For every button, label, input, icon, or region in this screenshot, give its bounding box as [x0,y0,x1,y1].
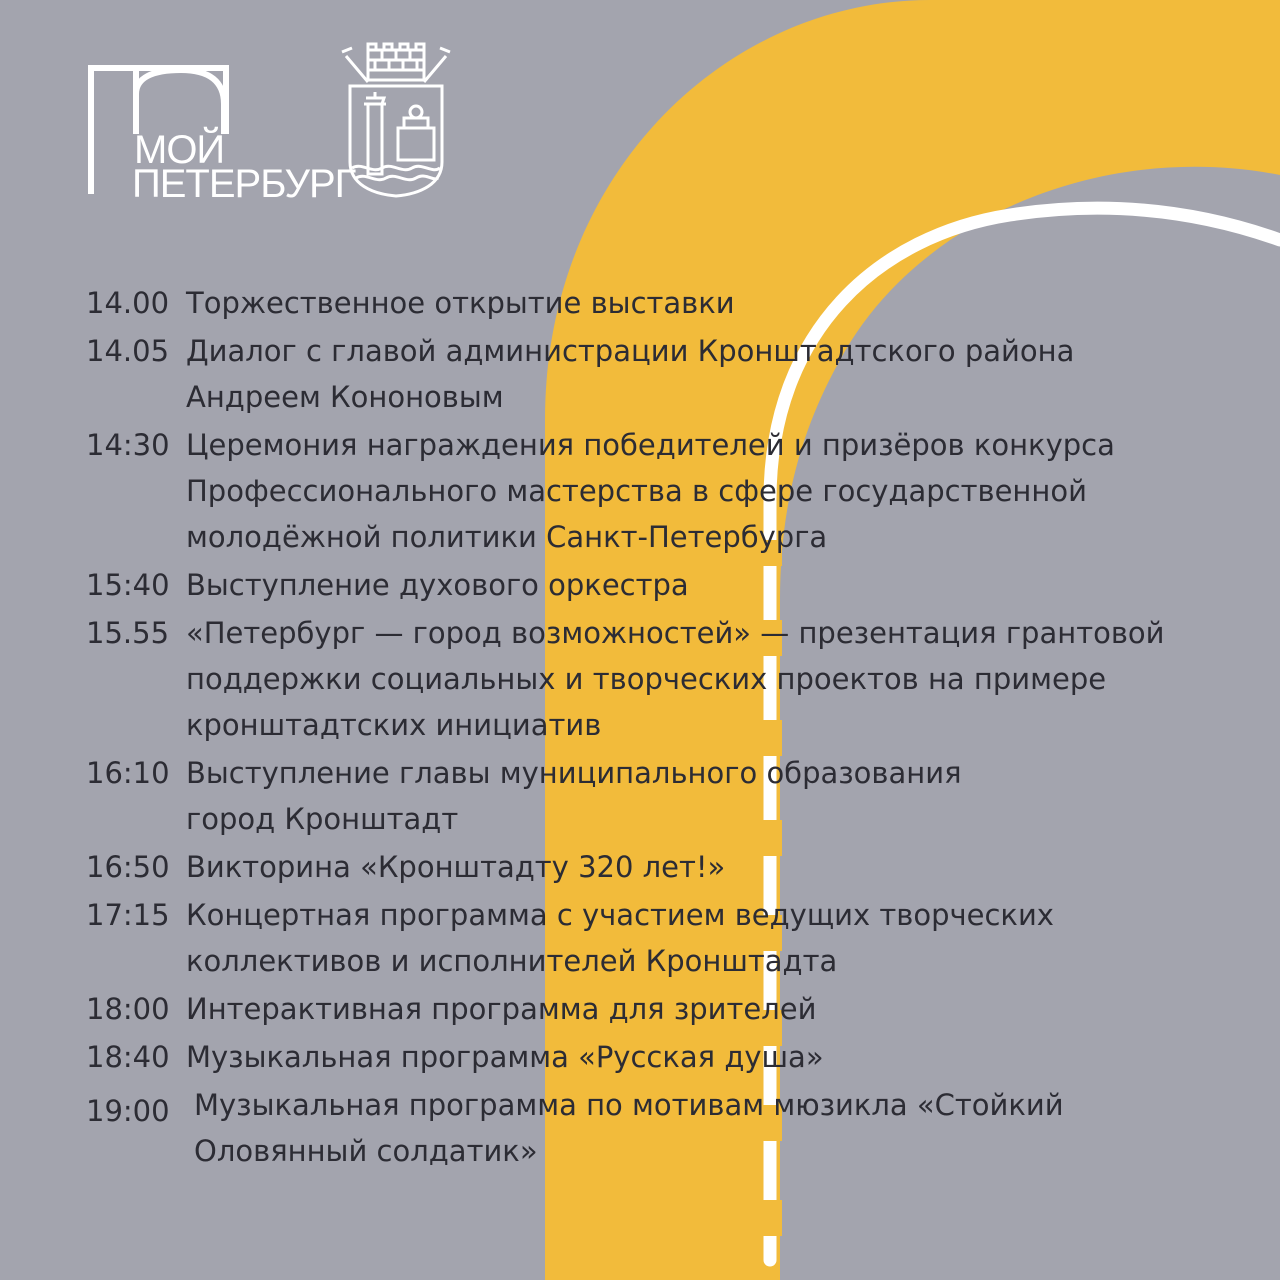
schedule-text: Концертная программа с участием ведущих творческих коллективов и исполнителей Кронштадта [186,898,1054,978]
schedule-time: 18:00 [86,992,170,1026]
schedule-item [86,610,1226,748]
schedule-text: Выступление духового оркестра [186,568,689,602]
schedule-text: Церемония награждения победителей и призёров конкурса Профессионального мастерства в сфере государственной молодёжной политики Санкт-Петербурга [186,428,1115,554]
schedule-item [86,328,1226,420]
schedule-text: Музыкальная программа по мотивам мюзикла «Стойкий Оловянный солдатик» [194,1088,1064,1168]
schedule-time: 14:30 [86,428,170,462]
schedule-time: 17:15 [86,898,170,932]
schedule-time: 16:10 [86,756,170,790]
schedule-text: Интерактивная программа для зрителей [186,992,817,1026]
logo-line-1: МОЙ [134,128,225,172]
schedule-time: 15.55 [86,616,170,650]
schedule-time: 14.05 [86,334,170,368]
schedule-item [86,986,1226,1032]
schedule-time: 15:40 [86,568,170,602]
schedule-time: 14.00 [86,286,170,320]
schedule-text: Викторина «Кронштадту 320 лет!» [186,850,726,884]
schedule-text: «Петербург — город возможностей» — презентация грантовой поддержки социальных и творческих проектов на примере кронштадтских инициатив [186,616,1165,742]
schedule-text: Диалог с главой администрации Кронштадтского района Андреем Кононовым [186,334,1075,414]
schedule-text: Выступление главы муниципального образования город Кронштадт [186,756,962,836]
schedule-time: 16:50 [86,850,170,884]
schedule-time: 19:00 [86,1094,170,1128]
schedule-text: Музыкальная программа «Русская душа» [186,1040,824,1074]
moy-peterburg-logo [86,64,356,206]
schedule-item [86,280,1226,326]
schedule-item [86,1034,1226,1080]
schedule-item [86,422,1226,560]
kronstadt-coat-of-arms-icon [338,42,454,198]
schedule-item [86,562,1226,608]
schedule-item [86,844,1226,890]
logo-line-2: ПЕТЕРБУРГ [132,162,356,206]
schedule-item [86,750,1226,842]
schedule-text: Торжественное открытие выставки [186,286,735,320]
event-schedule [86,280,1226,1174]
schedule-time: 18:40 [86,1040,170,1074]
schedule-item [86,892,1226,984]
schedule-item [86,1082,1226,1174]
curve-gap [760,1200,782,1236]
